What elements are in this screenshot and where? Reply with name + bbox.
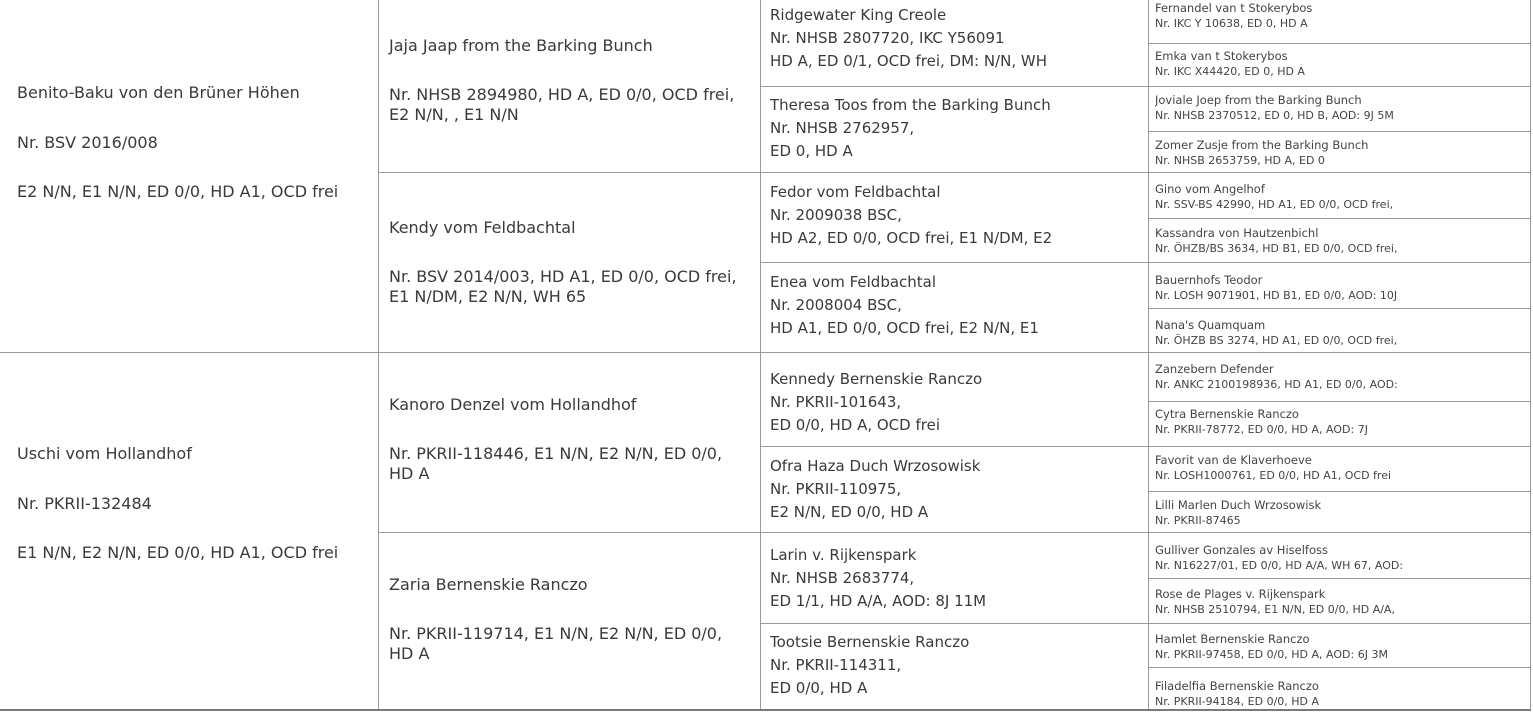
dog-details-line: HD A, ED 0/1, OCD frei, DM: N/N, WH [770,52,1047,70]
gen4-cell [1155,498,1530,528]
dog-name: Lilli Marlen Duch Wrzosowisk [1155,498,1322,512]
row-divider [760,446,1531,447]
row-divider [1148,43,1531,44]
dog-name: Rose de Plages v. Rijkenspark [1155,587,1326,601]
row-divider [1148,667,1531,668]
row-divider [1148,131,1531,132]
grandparent-cell [389,395,751,484]
gen4-cell [1155,543,1530,573]
dog-name: Kennedy Bernenskie Ranczo [770,370,983,388]
gen4-cell [1155,453,1530,483]
dog-details: Nr. PKRII-97458, ED 0/0, HD A, AOD: 6J 3M [1155,648,1388,661]
dog-details: Nr. ÖHZB BS 3274, HD A1, ED 0/0, OCD frei, [1155,334,1398,347]
row-divider [760,623,1531,624]
dog-details-line: ED 1/1, HD A/A, AOD: 8J 11M [770,592,987,610]
dog-name: Hamlet Bernenskie Ranczo [1155,632,1310,646]
dog-name: Fernandel van t Stokerybos [1155,1,1313,15]
health-results: E1 N/N, E2 N/N, ED 0/0, HD A1, OCD frei [17,543,339,562]
dog-name: Kanoro Denzel vom Hollandhof [389,395,637,414]
dog-details-line: ED 0/0, HD A [770,679,868,697]
dog-details: Nr. N16227/01, ED 0/0, HD A/A, WH 67, AOD: [1155,559,1404,572]
great-grandparent-cell [770,4,1144,73]
dog-name: Benito-Baku von den Brüner Höhen [17,83,300,102]
dog-details-line: E2 N/N, ED 0/0, HD A [770,503,929,521]
great-grandparent-cell [770,631,1144,700]
dog-name: Gino vom Angelhof [1155,182,1265,196]
dog-name: Favorit van de Klaverhoeve [1155,453,1312,467]
dog-name: Fedor vom Feldbachtal [770,183,941,201]
great-grandparent-cell [770,94,1144,163]
dog-name: Joviale Joep from the Barking Bunch [1155,93,1362,107]
dog-details: Nr. NHSB 2894980, HD A, ED 0/0, OCD frei, E2 N/N, , E1 N/N [389,85,735,124]
dog-name: Uschi vom Hollandhof [17,444,192,463]
column-divider [760,0,761,711]
dog-details-line: ED 0, HD A [770,142,853,160]
dog-details: Nr. PKRII-119714, E1 N/N, E2 N/N, ED 0/0, HD A [389,624,723,663]
gen4-cell [1155,679,1530,709]
dog-details: Nr. ÖHZB/BS 3634, HD B1, ED 0/0, OCD frei, [1155,242,1398,255]
gen4-cell [1155,93,1530,123]
dog-name: Theresa Toos from the Barking Bunch [770,96,1051,114]
dog-name: Filadelfia Bernenskie Ranczo [1155,679,1319,693]
row-divider [1148,578,1531,579]
dog-name: Enea vom Feldbachtal [770,273,937,291]
row-divider [378,172,1531,173]
gen4-cell [1155,226,1530,256]
dog-name: Kassandra von Hautzenbichl [1155,226,1319,240]
dog-details-line: Nr. NHSB 2683774, [770,569,915,587]
grandparent-cell [389,36,751,125]
dog-name: Emka van t Stokerybos [1155,49,1288,63]
gen4-cell [1155,318,1530,348]
row-divider [1148,218,1531,219]
dog-details-line: HD A2, ED 0/0, OCD frei, E1 N/DM, E2 [770,229,1053,247]
dog-name: Jaja Jaap from the Barking Bunch [389,36,653,55]
gen4-cell [1155,182,1530,212]
gen4-cell [1155,587,1530,617]
dog-details: Nr. PKRII-78772, ED 0/0, HD A, AOD: 7J [1155,423,1368,436]
dog-details-line: Nr. NHSB 2807720, IKC Y56091 [770,29,1005,47]
dog-name: Zanzebern Defender [1155,362,1274,376]
row-divider [0,709,1531,711]
row-divider [1148,401,1531,402]
gen4-cell [1155,138,1530,168]
gen4-cell [1155,49,1530,79]
dog-details: Nr. NHSB 2370512, ED 0, HD B, AOD: 9J 5M [1155,109,1394,122]
row-divider [760,262,1531,263]
grandparent-cell [389,575,751,664]
dog-details: Nr. NHSB 2510794, E1 N/N, ED 0/0, HD A/A, [1155,603,1395,616]
great-grandparent-cell [770,181,1144,250]
dog-name: Kendy vom Feldbachtal [389,218,576,237]
dog-name: Gulliver Gonzales av Hiselfoss [1155,543,1328,557]
row-divider [1148,491,1531,492]
dog-details: Nr. SSV-BS 42990, HD A1, ED 0/0, OCD frei, [1155,198,1394,211]
dog-name: Ofra Haza Duch Wrzosowisk [770,457,981,475]
dog-name: Zomer Zusje from the Barking Bunch [1155,138,1369,152]
dog-name: Bauernhofs Teodor [1155,273,1263,287]
great-grandparent-cell [770,455,1144,524]
dog-details: Nr. IKC X44420, ED 0, HD A [1155,65,1305,78]
gen4-cell [1155,1,1530,31]
row-divider [1148,308,1531,309]
registration-number: Nr. BSV 2016/008 [17,133,158,152]
gen4-cell [1155,273,1530,303]
dog-name: Tootsie Bernenskie Ranczo [770,633,970,651]
gen4-cell [1155,362,1530,392]
parent-cell-dam [17,444,367,563]
dog-details-line: ED 0/0, HD A, OCD frei [770,416,940,434]
dog-details-line: Nr. PKRII-110975, [770,480,902,498]
dog-name: Nana's Quamquam [1155,318,1266,332]
dog-details-line: Nr. PKRII-114311, [770,656,902,674]
dog-details: Nr. IKC Y 10638, ED 0, HD A [1155,17,1308,30]
dog-details: Nr. LOSH 9071901, HD B1, ED 0/0, AOD: 10J [1155,289,1398,302]
grandparent-cell [389,218,751,307]
dog-details-line: Nr. 2009038 BSC, [770,206,902,224]
dog-details-line: Nr. 2008004 BSC, [770,296,902,314]
column-divider [1148,0,1149,711]
great-grandparent-cell [770,271,1144,340]
dog-name: Larin v. Rijkenspark [770,546,917,564]
column-divider [1530,0,1531,711]
health-results: E2 N/N, E1 N/N, ED 0/0, HD A1, OCD frei [17,182,339,201]
dog-details: Nr. PKRII-94184, ED 0/0, HD A [1155,695,1320,708]
dog-details-line: Nr. PKRII-101643, [770,393,902,411]
dog-name: Zaria Bernenskie Ranczo [389,575,588,594]
dog-details: Nr. ANKC 2100198936, HD A1, ED 0/0, AOD: [1155,378,1398,391]
parent-cell-sire [17,83,367,202]
row-divider [378,532,1531,533]
gen4-cell [1155,407,1530,437]
row-divider [0,352,1531,353]
dog-details-line: HD A1, ED 0/0, OCD frei, E2 N/N, E1 [770,319,1039,337]
dog-name: Ridgewater King Creole [770,6,947,24]
dog-details: Nr. LOSH1000761, ED 0/0, HD A1, OCD frei [1155,469,1392,482]
dog-details: Nr. BSV 2014/003, HD A1, ED 0/0, OCD frei, E1 N/DM, E2 N/N, WH 65 [389,267,737,306]
column-divider [378,0,379,711]
dog-details-line: Nr. NHSB 2762957, [770,119,915,137]
dog-details: Nr. NHSB 2653759, HD A, ED 0 [1155,154,1325,167]
great-grandparent-cell [770,544,1144,613]
row-divider [760,86,1531,87]
dog-name: Cytra Bernenskie Ranczo [1155,407,1299,421]
registration-number: Nr. PKRII-132484 [17,494,152,513]
dog-details: Nr. PKRII-118446, E1 N/N, E2 N/N, ED 0/0, HD A [389,444,723,483]
great-grandparent-cell [770,368,1144,437]
gen4-cell [1155,632,1530,662]
dog-details: Nr. PKRII-87465 [1155,514,1241,527]
